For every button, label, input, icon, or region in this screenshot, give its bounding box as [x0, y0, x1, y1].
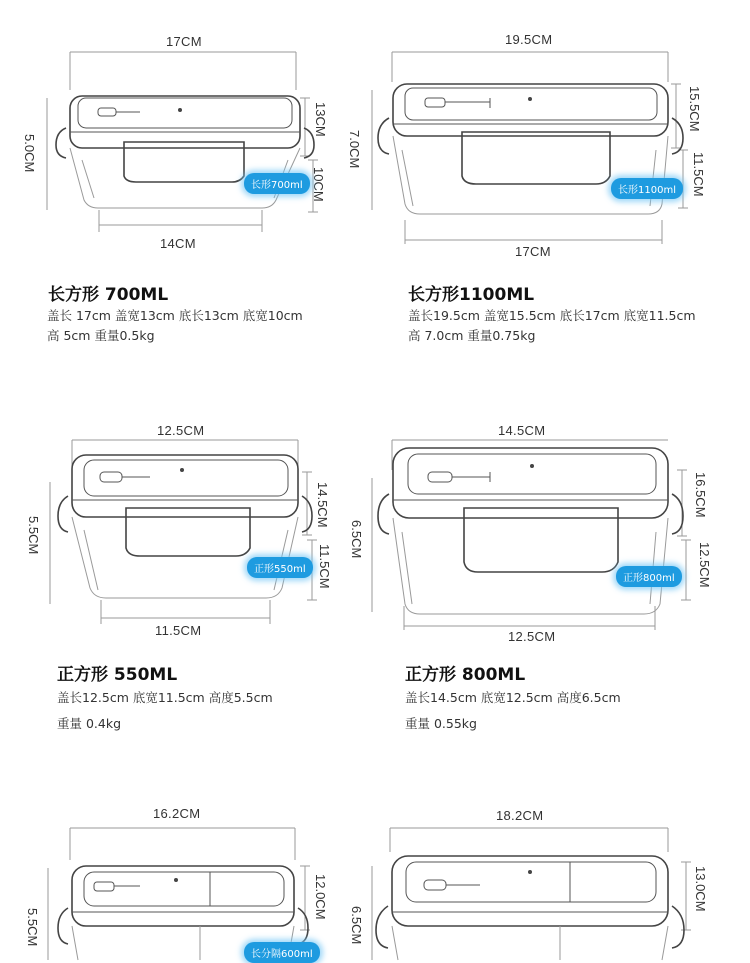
dim-top-length: 12.5CM	[157, 423, 205, 438]
dim-lid-width: 16.5CM	[693, 472, 708, 518]
spec-line-1: 盖长19.5cm 盖宽15.5cm 底长17cm 底宽11.5cm	[408, 308, 696, 323]
dim-bottom-length: 12.5CM	[508, 629, 556, 644]
dim-height: 5.5CM	[25, 908, 40, 947]
dim-bottom-length: 17CM	[515, 244, 551, 259]
spec-line-2: 高 7.0cm 重量0.75kg	[408, 328, 536, 343]
capacity-label: 正形550ml	[247, 557, 313, 578]
spec-line-1: 盖长 17cm 盖宽13cm 底长13cm 底宽10cm	[47, 308, 303, 323]
dim-top-length: 17CM	[166, 34, 202, 49]
spec-line-1: 盖长12.5cm 底宽11.5cm 高度5.5cm	[57, 690, 273, 705]
product-title: 正方形 800ML	[405, 665, 526, 685]
spec-line-2: 高 5cm 重量0.5kg	[47, 328, 155, 343]
dim-bottom-length: 14CM	[160, 236, 196, 251]
dim-top-length: 18.2CM	[496, 808, 544, 823]
dim-height: 5.5CM	[26, 516, 41, 555]
dim-bottom-length: 11.5CM	[155, 623, 202, 638]
dim-lid-width: 12.0CM	[313, 874, 328, 920]
product-title: 长方形 700ML	[48, 285, 169, 305]
dim-base-width: 11.5CM	[691, 152, 706, 197]
dim-top-length: 19.5CM	[505, 32, 553, 47]
dim-height: 7.0CM	[347, 130, 362, 169]
product-title: 长方形1100ML	[408, 285, 535, 305]
dim-top-length: 14.5CM	[498, 423, 546, 438]
spec-line-1: 盖长14.5cm 底宽12.5cm 高度6.5cm	[405, 690, 621, 705]
capacity-label: 正形800ml	[616, 566, 682, 587]
dim-height: 6.5CM	[349, 520, 364, 559]
dim-base-width: 12.5CM	[697, 542, 712, 588]
capacity-label: 长形700ml	[244, 173, 310, 194]
dim-lid-width: 13.0CM	[693, 866, 708, 912]
dim-top-length: 16.2CM	[153, 806, 201, 821]
spec-line-2: 重量 0.55kg	[405, 716, 477, 731]
dim-lid-width: 13CM	[313, 102, 328, 137]
dim-height: 6.5CM	[349, 906, 364, 945]
spec-line-2: 重量 0.4kg	[57, 716, 122, 731]
capacity-label: 长形1100ml	[611, 178, 683, 199]
dim-base-width: 10CM	[311, 167, 326, 202]
dim-height: 5.0CM	[22, 134, 37, 173]
dim-base-width: 11.5CM	[317, 544, 332, 589]
dim-lid-width: 15.5CM	[687, 86, 702, 132]
dim-lid-width: 14.5CM	[315, 482, 330, 528]
product-title: 正方形 550ML	[57, 665, 178, 685]
capacity-label: 长分隔600ml	[244, 942, 320, 963]
